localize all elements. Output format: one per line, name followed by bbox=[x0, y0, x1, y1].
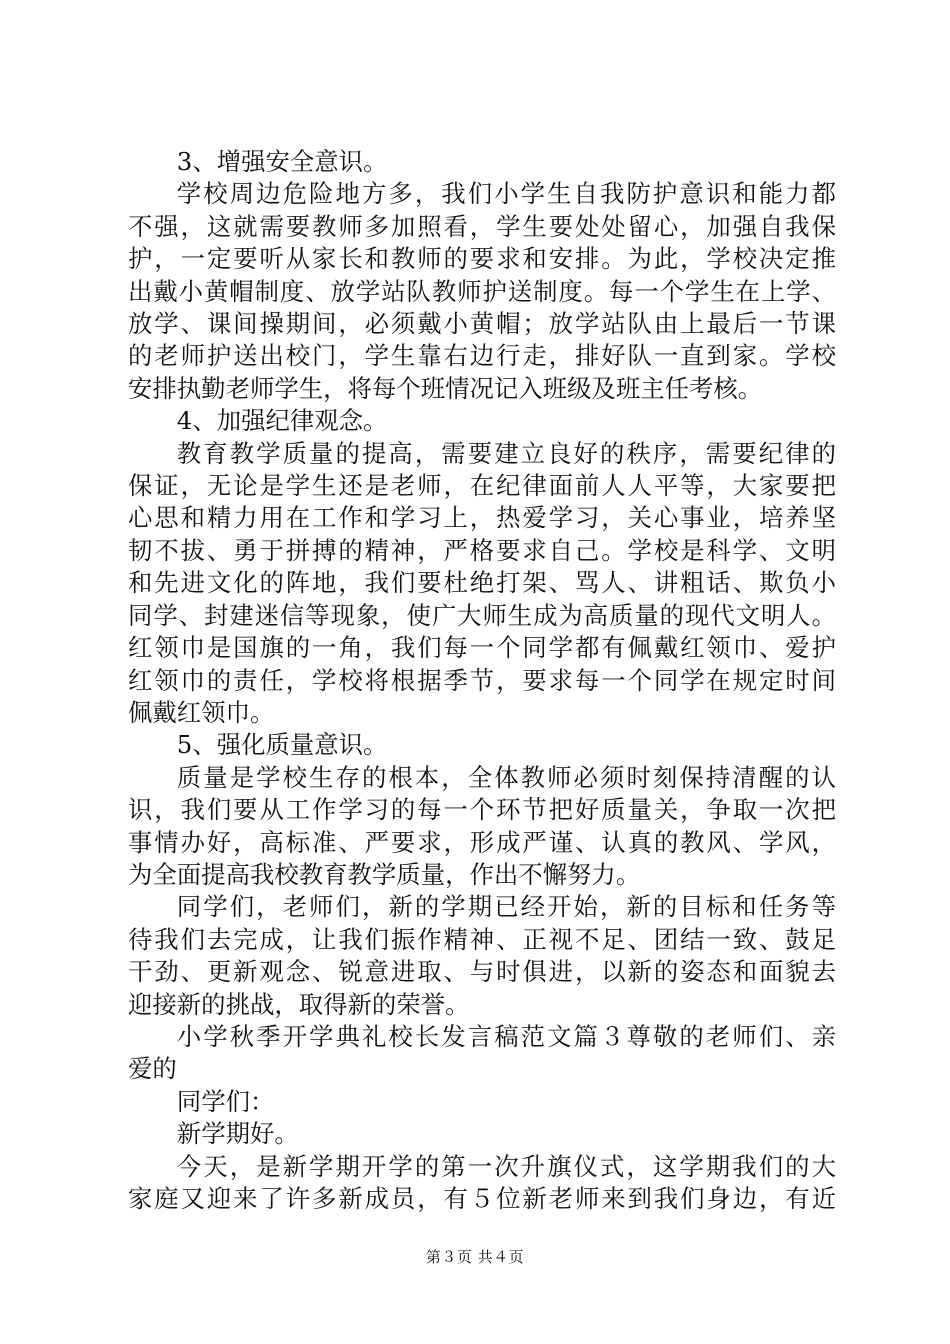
text-line: 待我们去完成，让我们振作精神、正视不足、团结一致、鼓足 bbox=[128, 924, 836, 954]
text-line: 学校周边危险地方多，我们小学生自我防护意识和能力都 bbox=[176, 179, 836, 209]
text-line: 同学、封建迷信等现象，使广大师生成为高质量的现代文明人。 bbox=[128, 600, 836, 630]
text-line: 出戴小黄帽制度、放学站队教师护送制度。每一个学生在上学、 bbox=[128, 276, 836, 306]
text-line: 质量是学校生存的根本，全体教师必须时刻保持清醒的认 bbox=[176, 762, 836, 792]
text-line: 教育教学质量的提高，需要建立良好的秩序，需要纪律的 bbox=[176, 438, 836, 468]
text-line: 干劲、更新观念、锐意进取、与时俱进，以新的姿态和面貌去 bbox=[128, 957, 836, 987]
text-line: 小学秋季开学典礼校长发言稿范文篇３尊敬的老师们、亲 bbox=[176, 1021, 836, 1051]
text-line: 护，一定要听从家长和教师的要求和安排。为此，学校决定推 bbox=[128, 244, 836, 274]
text-line: 安排执勤老师学生，将每个班情况记入班级及班主任考核。 bbox=[128, 373, 763, 403]
text-line: 和先进文化的阵地，我们要杜绝打架、骂人、讲粗话、欺负小 bbox=[128, 568, 836, 598]
text-line: 佩戴红领巾。 bbox=[128, 697, 275, 727]
text-line: 4、加强纪律观念。 bbox=[176, 406, 388, 436]
text-line: 韧不拔、勇于拼搏的精神，严格要求自己。学校是科学、文明 bbox=[128, 535, 836, 565]
text-line: 家庭又迎来了许多新成员，有５位新老师来到我们身边，有近 bbox=[128, 1184, 836, 1213]
text-line: 红领巾的责任，学校将根据季节，要求每一个同学在规定时间 bbox=[128, 665, 836, 695]
text-line: 今天，是新学期开学的第一次升旗仪式，这学期我们的大 bbox=[176, 1151, 836, 1181]
text-line: 为全面提高我校教育教学质量，作出不懈努力。 bbox=[128, 859, 641, 889]
text-line: 爱的 bbox=[128, 1054, 177, 1084]
text-line: 心思和精力用在工作和学习上，热爱学习，关心事业，培养坚 bbox=[128, 503, 836, 533]
text-line: 同学们，老师们，新的学期已经开始，新的目标和任务等 bbox=[176, 892, 836, 922]
text-line: 新学期好。 bbox=[176, 1119, 299, 1149]
text-line: 不强，这就需要教师多加照看，学生要处处留心，加强自我保 bbox=[128, 211, 836, 241]
text-line: 迎接新的挑战，取得新的荣誉。 bbox=[128, 989, 470, 1019]
text-line: 保证，无论是学生还是老师，在纪律面前人人平等，大家要把 bbox=[128, 471, 836, 501]
text-line: 5、强化质量意识。 bbox=[176, 730, 388, 760]
text-line: 红领巾是国旗的一角，我们每一个同学都有佩戴红领巾、爱护 bbox=[128, 633, 836, 663]
text-line: 同学们： bbox=[176, 1086, 275, 1116]
text-line: 事情办好，高标准、严要求，形成严谨、认真的教风、学风， bbox=[128, 827, 836, 857]
page-footer: 第３页 共４页 bbox=[425, 1248, 525, 1266]
text-line: 3、增强安全意识。 bbox=[176, 147, 388, 176]
text-line: 放学、课间操期间，必须戴小黄帽；放学站队由上最后一节课 bbox=[128, 309, 836, 339]
text-line: 识，我们要从工作学习的每一个环节把好质量关，争取一次把 bbox=[128, 795, 836, 825]
document-body bbox=[128, 146, 836, 1215]
text-line: 的老师护送出校门，学生靠右边行走，排好队一直到家。学校 bbox=[128, 341, 836, 371]
